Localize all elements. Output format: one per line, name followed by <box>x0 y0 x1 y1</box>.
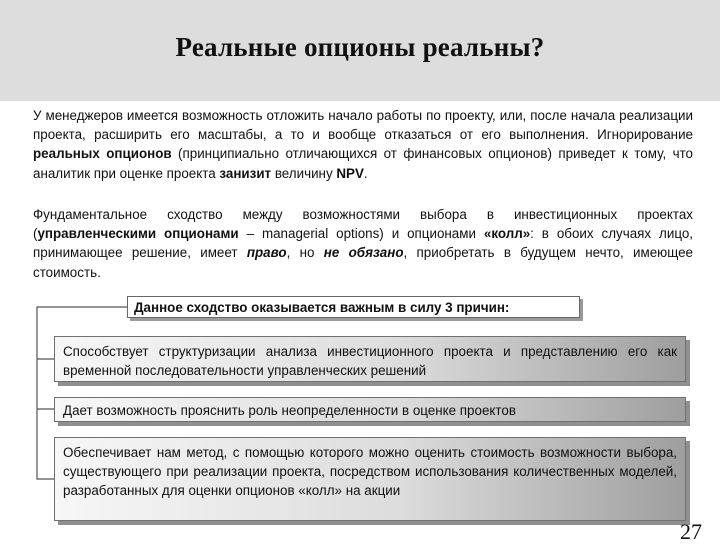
para1-text-2: (принципиально отличающихся от финансовых опционов) приведет к тому, что аналитик при оценке проекта <box>33 146 693 181</box>
para2-bold-call: «колл» <box>483 226 531 242</box>
reasons-callout: Данное сходство оказывается важным в силу 3 причин: <box>127 296 580 318</box>
reason-box-3: Обеспечивает нам метод, с помощью которого можно оценить стоимость возможности выбора, существующего при реализации проекта, посредством использования количественных моделей, разработанных для оценки опционов «колл» на акции <box>54 437 686 521</box>
para2-text-3: : в обоих случаях лицо, принимающее решение, имеет <box>33 226 694 261</box>
para2-text-4: , но <box>286 245 324 261</box>
para1-bold-npv: NPV <box>336 165 364 181</box>
reason-box-1: Способствует структуризации анализа инвестиционного проекта и представлению его как временной последовательности управленческих решений <box>54 336 686 382</box>
para2-text-5: , приобретать в будущем нечто, имеющее стоимость. <box>33 245 693 280</box>
para2-text-2: – managerial options) и опционами <box>238 226 484 242</box>
para1-bold-understate: занизит <box>219 165 272 181</box>
para1-text-4: . <box>363 165 368 181</box>
para1-text-1: У менеджеров имеется возможность отложить начало работы по проекту, или, после начала реализации проекта, расширить его масштабы, а то и вообще отказаться от его выполнения. Игнорирование <box>33 108 693 143</box>
para1-bold-real-options: реальных опционов <box>33 146 172 162</box>
para2-bold-italic-right: право <box>246 245 287 261</box>
para2-bold-managerial-options: управленческими опционами <box>37 226 239 242</box>
page-number: 27 <box>680 519 702 544</box>
para1-text-3: величину <box>271 165 337 181</box>
slide-title: Реальные опционы реальны? <box>175 32 545 62</box>
para2-text-1: Фундаментальное сходство между возможностями выбора в инвестиционных проектах ( <box>33 207 693 242</box>
para2-bold-italic-not-obliged: не обязано <box>323 245 404 261</box>
reason-box-2: Дает возможность прояснить роль неопределенности в оценке проектов <box>54 397 686 422</box>
